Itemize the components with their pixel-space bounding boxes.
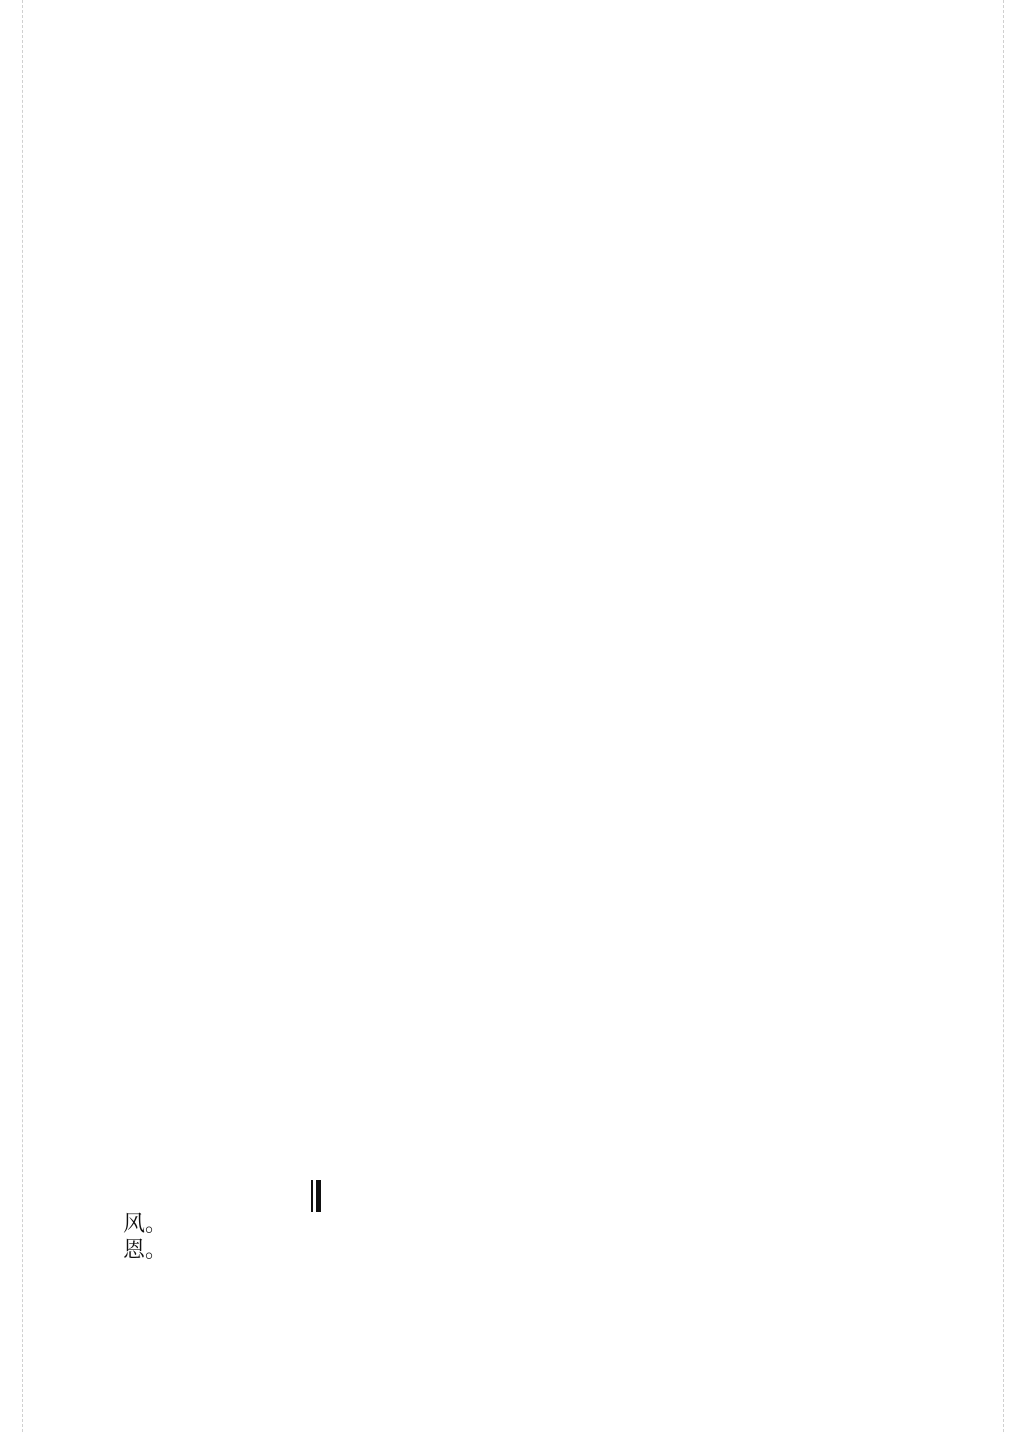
key-signature xyxy=(120,176,122,194)
lyric: 恩。 xyxy=(123,1238,168,1263)
right-margin-watermark xyxy=(1009,0,1025,1432)
final-bar-thick xyxy=(316,1180,321,1212)
lyric: 风。 xyxy=(123,1212,168,1237)
left-margin-watermark xyxy=(2,0,18,1432)
left-margin-line xyxy=(22,0,23,1432)
final-bar-thin xyxy=(311,1180,313,1212)
right-margin-line xyxy=(1003,0,1004,1432)
